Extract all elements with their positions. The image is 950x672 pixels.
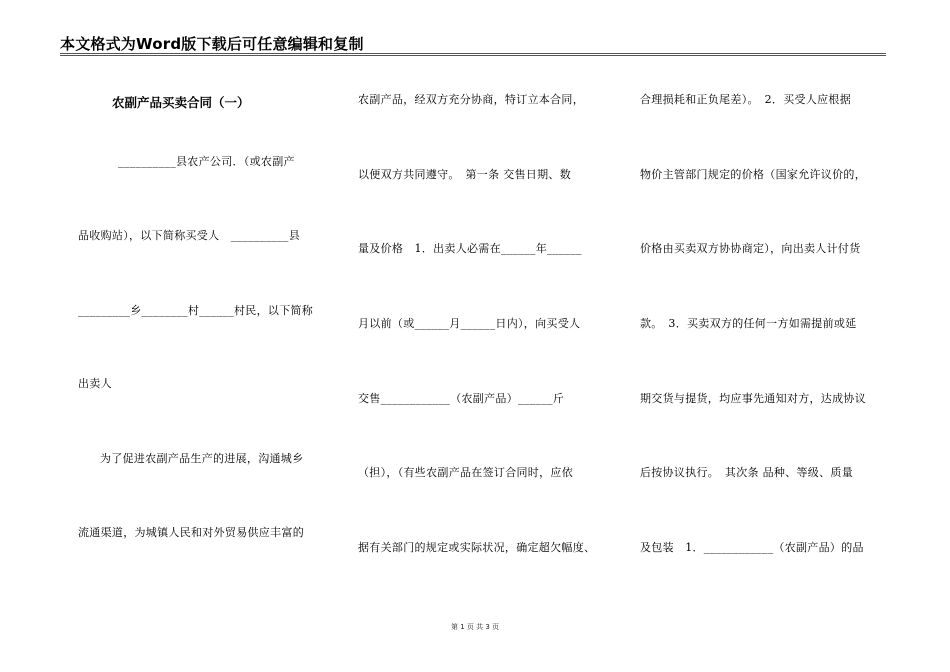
page-number: 第 1 页 共 3 页 bbox=[450, 623, 500, 631]
col3-line-5: 期交货与提货，均应事先通知对方，达成协议 bbox=[640, 392, 866, 405]
col2-line-3: 量及价格 1．出卖人必需在______年______ bbox=[358, 242, 582, 255]
contract-title: 农副产品买卖合同（一） bbox=[112, 95, 250, 110]
document-header: 本文格式为Word版下载后可任意编辑和复制 bbox=[60, 35, 364, 53]
col2-line-4: 月以前（或______月______日内），向买受人 bbox=[358, 317, 581, 330]
col3-line-3: 价格由买卖双方协协商定），向出卖人计付货 bbox=[640, 242, 861, 255]
col2-line-5: 交售____________（农副产品）______斤 bbox=[358, 392, 565, 405]
header-rule-double bbox=[60, 55, 886, 56]
col1-line-1: __________县农产公司．（或农副产 bbox=[118, 155, 295, 168]
col3-line-4: 款。 3．买卖双方的任何一方如需提前或延 bbox=[640, 317, 857, 330]
col1-line-4: 出卖人 bbox=[78, 377, 112, 390]
col3-line-7: 及包装 1．____________（农副产品）的品 bbox=[640, 541, 864, 554]
col1-line-5: 为了促进农副产品生产的进展，沟通城乡 bbox=[100, 452, 304, 465]
col1-line-6: 流通渠道，为城镇人民和对外贸易供应丰富的 bbox=[78, 526, 304, 539]
col3-line-6: 后按协议执行。 其次条 品种、等级、质量 bbox=[640, 466, 853, 479]
col2-line-2: 以便双方共同遵守。 第一条 交售日期、数 bbox=[358, 168, 571, 181]
col2-line-1: 农副产品，经双方充分协商，特订立本合同， bbox=[358, 93, 584, 106]
col1-line-2: 品收购站），以下简称买受人 __________县 bbox=[78, 229, 300, 242]
col2-line-6: （担），（有些农副产品在签订合同时，应依 bbox=[358, 466, 573, 479]
col3-line-2: 物价主管部门规定的价格（国家允许议价的， bbox=[640, 168, 866, 181]
col1-line-3: _________乡________村______村民，以下简称 bbox=[78, 304, 314, 317]
col2-line-7: 据有关部门的规定或实际状况，确定超欠幅度、 bbox=[358, 541, 596, 554]
col3-line-1: 合理损耗和正负尾差）。 2．买受人应根据 bbox=[640, 93, 851, 106]
header-rule bbox=[60, 53, 886, 54]
